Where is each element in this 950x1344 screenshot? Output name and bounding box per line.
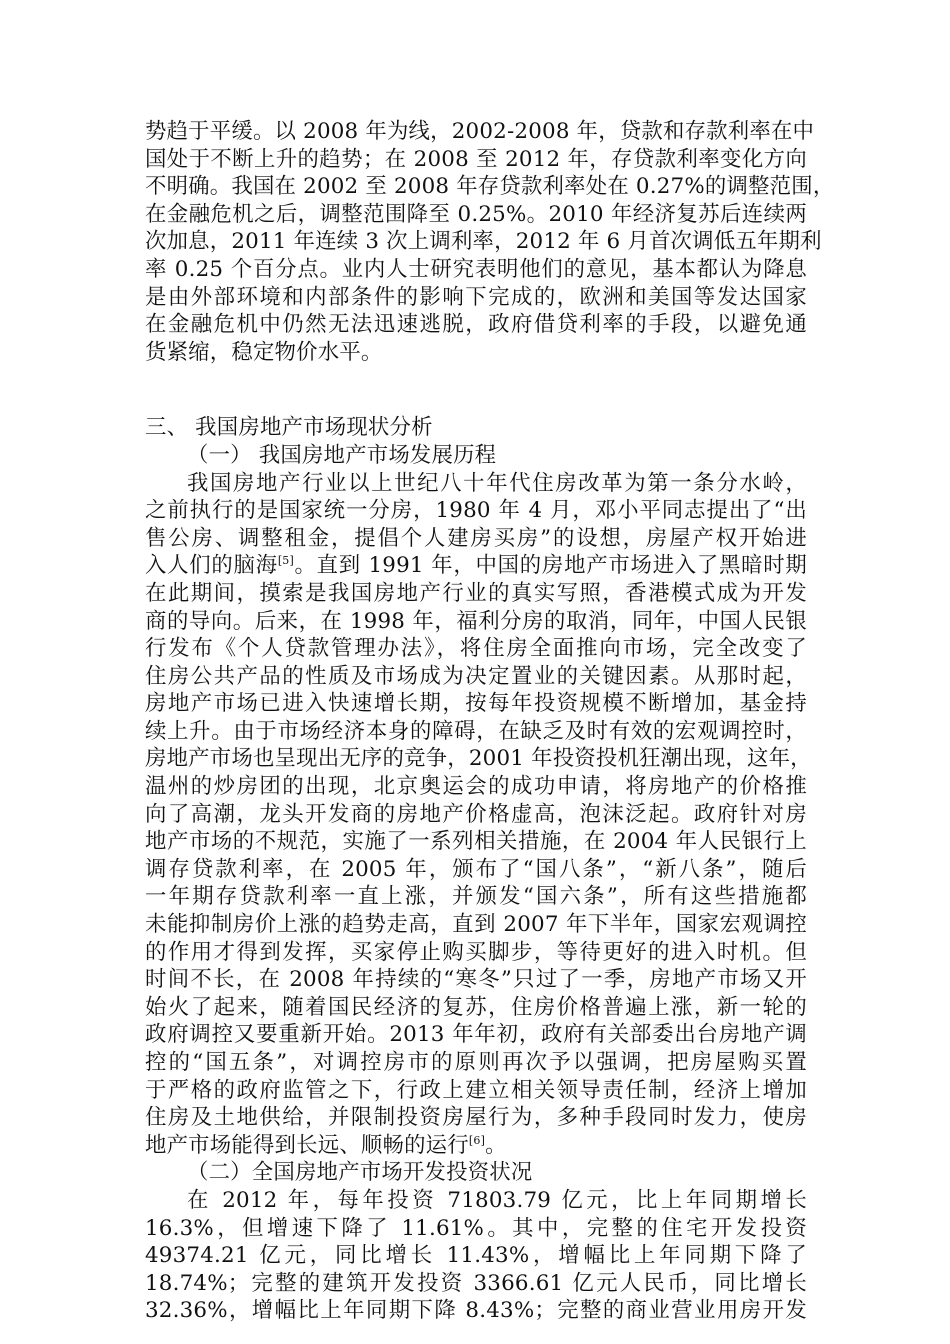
- section-3: [145, 414, 812, 1325]
- text-line: 在金融危机中仍然无法迅速逃脱，政府借贷利率的手段，以避免通: [145, 312, 807, 338]
- text-line: 之前执行的是国家统一分房，1980 年 4 月，邓小平同志提出了“出: [145, 498, 807, 524]
- text-line: 次加息，2011 年连续 3 次上调利率，2012 年 6 月首次调低五年期利: [145, 229, 822, 255]
- text-line: 温州的炒房团的出现，北京奥运会的成功申请，将房地产的价格推: [145, 774, 807, 800]
- section-title: 三、 我国房地产市场现状分析: [145, 415, 433, 441]
- text-line: 于严格的政府监管之下，行政上建立相关领导责任制，经济上增加: [145, 1077, 807, 1103]
- text-fragment: 地产市场能得到长远、顺畅的运行: [145, 1132, 469, 1158]
- text-line: 货紧缩，稳定物价水平。: [145, 339, 383, 365]
- text-line: 的作用才得到发挥，买家停止购买脚步，等待更好的进入时机。但: [145, 939, 807, 965]
- text-line: 商的导向。后来，在 1998 年，福利分房的取消，同年，中国人民银: [145, 608, 807, 634]
- text-line: 不明确。我国在 2002 至 2008 年存贷款利率处在 0.27%的调整范围，: [145, 174, 835, 200]
- text-line: 续上升。由于市场经济本身的障碍，在缺乏及时有效的宏观调控时，: [145, 718, 807, 744]
- text-line: [145, 1132, 807, 1160]
- text-line: 时间不长，在 2008 年持续的“寒冬”只过了一季，房地产市场又开: [145, 967, 807, 993]
- text-fragment: 。直到 1991 年，中国的房地产市场进入了黑暗时期: [294, 553, 807, 579]
- document-page: [145, 118, 835, 1325]
- text-line: 49374.21 亿元，同比增长 11.43%，增幅比上年同期下降了: [145, 1243, 807, 1269]
- text-line: 住房公共产品的性质及市场成为决定置业的关键因素。从那时起，: [145, 663, 807, 689]
- text-line: 行发布《个人贷款管理办法》，将住房全面推向市场，完全改变了: [145, 636, 807, 662]
- text-line: 向了高潮，龙头开发商的房地产价格虚高，泡沫泛起。政府针对房: [145, 801, 807, 827]
- text-line: 地产市场的不规范，实施了一系列相关措施，在 2004 年人民银行上: [145, 829, 807, 855]
- spacer: [145, 366, 807, 414]
- text-fragment: 入人们的脑海: [145, 553, 278, 579]
- citation-ref: [5]: [277, 554, 294, 568]
- text-line: 率 0.25 个百分点。业内人士研究表明他们的意见，基本都认为降息: [145, 256, 807, 282]
- text-line: 16.3%，但增速下降了 11.61%。其中，完整的住宅开发投资: [145, 1215, 807, 1241]
- text-line: 房地产市场已进入快速增长期，按每年投资规模不断增加，基金持: [145, 691, 807, 717]
- text-line: 势趋于平缓。以 2008 年为线，2002-2008 年，贷款和存款利率在中: [145, 119, 815, 144]
- text-line: 始火了起来，随着国民经济的复苏，住房价格普遍上涨，新一轮的: [145, 994, 807, 1020]
- text-line: 是由外部环境和内部条件的影响下完成的，欧洲和美国等发达国家: [145, 284, 807, 310]
- text-line: 房地产市场也呈现出无序的竞争，2001 年投资投机狂潮出现，这年，: [145, 746, 812, 772]
- text-line: 控的“国五条”，对调控房市的原则再次予以强调，把房屋购买置: [145, 1050, 807, 1075]
- text-line: 我国房地产行业以上世纪八十年代住房改革为第一条分水岭，: [187, 470, 807, 496]
- text-line: 调存贷款利率，在 2005 年，颁布了“国八条”，“新八条”，随后: [145, 856, 807, 882]
- text-line: 在金融危机之后，调整范围降至 0.25%。2010 年经济复苏后连续两: [145, 201, 807, 227]
- text-line: 在 2012 年，每年投资 71803.79 亿元，比上年同期增长: [187, 1187, 807, 1213]
- subsection-title: （二）全国房地产市场开发投资状况: [187, 1160, 533, 1186]
- text-fragment: 。: [485, 1132, 507, 1158]
- text-line: 一年期存贷款利率一直上涨，并颁发“国六条”，所有这些措施都: [145, 884, 807, 910]
- text-line: 32.36%，增幅比上年同期下降 8.43%；完整的商业营业用房开发: [145, 1298, 807, 1324]
- text-line: 在此期间，摸索是我国房地产行业的真实写照，香港模式成为开发: [145, 580, 807, 606]
- text-line: [145, 552, 807, 580]
- subsection-title: （一） 我国房地产市场发展历程: [187, 442, 497, 468]
- text-line: 政府调控又要重新开始。2013 年年初，政府有关部委出台房地产调: [145, 1022, 807, 1048]
- text-line: 售公房、调整租金，提倡个人建房买房”的设想，房屋产权开始进: [145, 525, 807, 551]
- text-line: 国处于不断上升的趋势；在 2008 至 2012 年，存贷款利率变化方向: [145, 146, 807, 172]
- citation-ref: [6]: [468, 1133, 486, 1147]
- text-line: 住房及土地供给，并限制投资房屋行为，多种手段同时发力，使房: [145, 1105, 807, 1131]
- text-line: 18.74%；完整的建筑开发投资 3366.61 亿元人民币，同比增长: [145, 1270, 807, 1296]
- text-line: 未能抑制房价上涨的趋势走高，直到 2007 年下半年，国家宏观调控: [145, 912, 807, 938]
- paragraph-interest-rates: [145, 118, 835, 366]
